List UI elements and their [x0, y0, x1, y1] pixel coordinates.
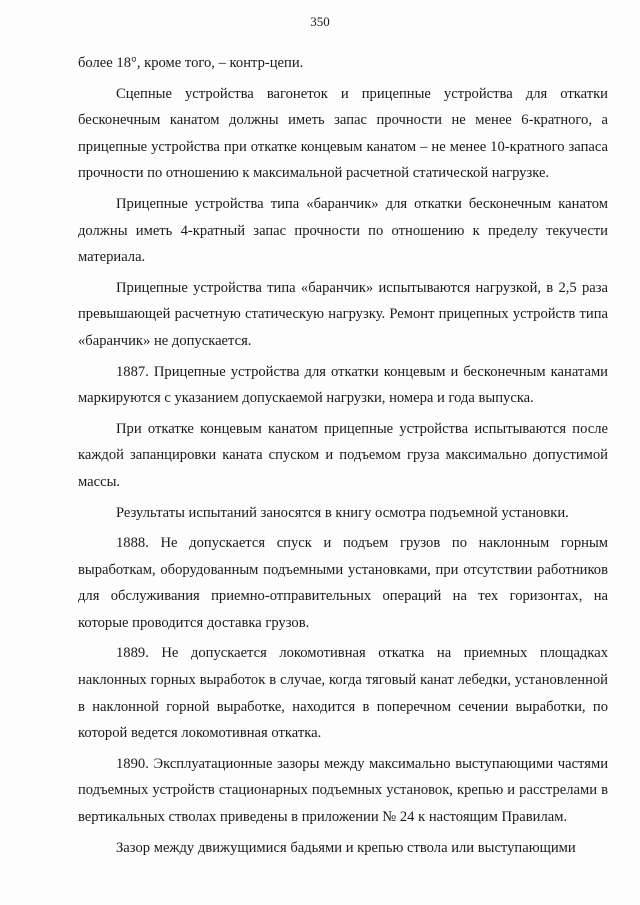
paragraph-3: Прицепные устройства типа «баранчик» для откатки бесконечным канатом должны иметь 4-кратный запас прочности по отношению к пределу текучести материала. — [78, 195, 608, 266]
paragraph-1: более 18°, кроме того, – контр-цепи. — [78, 55, 304, 71]
paragraph-2: Сцепные устройства вагонеток и прицепные устройства для откатки бесконечным канатом должны иметь запас прочности не менее 6-кратного, а прицепные устройства при откатке концевым канатом – не менее 10-кратного запаса прочности по отношению к максимальной расчетной статической нагрузке. — [78, 85, 608, 182]
paragraph-1888: 1888. Не допускается спуск и подъем грузов по наклонным горным выработкам, оборудованным подъемными установками, при отсутствии работников для обслуживания приемно-отправительных операций на тех горизонтах, на которые проводится доставка грузов. — [78, 535, 608, 631]
paragraph-4: Прицепные устройства типа «баранчик» испытываются нагрузкой, в 2,5 раза превышающей расчетную статическую нагрузку. Ремонт прицепных устройств типа «баранчик» не допускается. — [78, 279, 608, 349]
paragraph-1889: 1889. Не допускается локомотивная откатка на приемных площадках наклонных горных выработок в случае, когда тяговый канат лебедки, установленной в наклонной горной выработке, находится в поперечном сечении выработки, по которой ведется локомотивная откатка. — [78, 645, 608, 742]
paragraph-7: Результаты испытаний заносятся в книгу осмотра подъемной установки. — [116, 504, 569, 521]
paragraph-1890: 1890. Эксплуатационные зазоры между максимально выступающими частями подъемных устройств стационарных подъемных установок, крепью и расстрелами в вертикальных стволах приведены в приложении № 24 к настоящим Правилам. — [78, 755, 608, 826]
paragraph-6: При откатке концевым канатом прицепные устройства испытываются после каждой запанцировки каната спуском и подъемом груза максимально допустимой массы. — [78, 420, 608, 490]
paragraph-11: Зазор между движущимися бадьями и крепью ствола или выступающими — [116, 839, 576, 856]
page-number: 350 — [310, 14, 330, 29]
paragraph-1887: 1887. Прицепные устройства для откатки концевым и бесконечным канатами маркируются с указанием допускаемой нагрузки, номера и года выпуска. — [78, 363, 608, 407]
page-body — [78, 50, 608, 865]
